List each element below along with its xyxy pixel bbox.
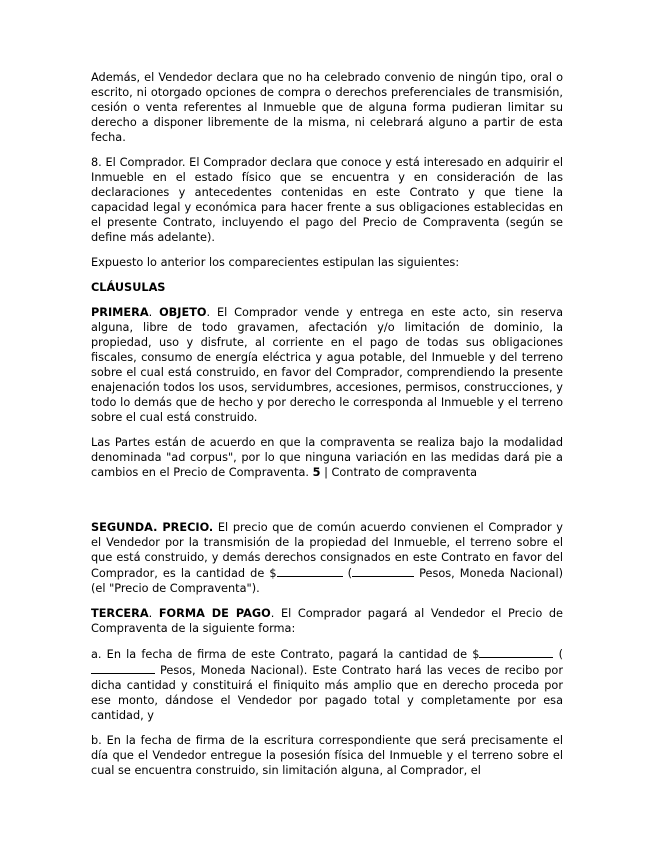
page-number: 5 <box>312 466 321 479</box>
payment-a-words-blank[interactable] <box>91 662 155 674</box>
clause-primera-title: OBJETO <box>159 306 207 319</box>
clause-primera: PRIMERA. OBJETO. El Comprador vende y entrega en este acto, sin reserva alguna, libre de todo gravamen, afectación y/o limitación de dominio, la propiedad, uso y disfrute, al corriente en el pago de todas sus obligaciones fiscales, consumo de energía eléctrica y agua potable, del Inmueble y del terreno sobre el cual está construido, en favor del Comprador, comprendiendo la presente enajenación todos los usos, servidumbres, accesiones, permisos, construcciones, y todo lo demás que de hecho y por derecho le corresponda al Inmueble y el terreno sobre el cual está construido. <box>91 306 563 424</box>
page-footer: | Contrato de compraventa <box>320 466 478 479</box>
clause-tercera-label: TERCERA <box>91 607 149 620</box>
paragraph-expuesto: Expuesto lo anterior los comparecientes estipulan las siguientes: <box>91 256 460 269</box>
payment-item-b: b. En la fecha de firma de la escritura correspondiente que será precisamente el día que el Vendedor entregue la posesión física del Inmueble y el terreno sobre el cual se encuentra construido, sin limitación alguna, al Comprador, el <box>91 734 563 777</box>
clausulas-heading: CLÁUSULAS <box>91 281 166 294</box>
payment-item-a: a. En la fecha de firma de este Contrato, pagará la cantidad de $ ( Pesos, Moneda Nacional). Este Contrato hará las veces de recibo por dicha cantidad y constituirá el finiquito más amplio que en derecho proceda por ese monto, dándose el Vendedor por pagado total y completamente por esa cantidad, y <box>91 648 563 722</box>
amount-words-blank[interactable] <box>352 565 414 577</box>
paragraph-ad-corpus: Las Partes están de acuerdo en que la compraventa se realiza bajo la modalidad denominada "ad corpus", por lo que ninguna variación en las medidas dará pie a cambios en el Precio de Compraventa. 5 | Contrato de compraventa <box>91 436 563 479</box>
payment-a-amount-blank[interactable] <box>479 646 553 658</box>
paragraph-comprador: 8. El Comprador. El Comprador declara que conoce y está interesado en adquirir el Inmueble en el estado físico que se encuentra y en consideración de las declaraciones y antecedentes contenidas en este Contrato y que tiene la capacidad legal y económica para hacer frente a sus obligaciones establecidas en el presente Contrato, incluyendo el pago del Precio de Compraventa (según se define más adelante). <box>91 156 563 244</box>
clause-tercera-title: FORMA DE PAGO <box>158 607 271 620</box>
document-page <box>91 70 563 788</box>
amount-blank[interactable] <box>277 565 343 577</box>
clause-segunda: SEGUNDA. PRECIO. El precio que de común acuerdo convienen el Comprador y el Vendedor por la transmisión de la propiedad del Inmueble, el terreno sobre el que está construido, y demás derechos consignados en este Contrato en favor del Comprador, es la cantidad de $ ( Pesos, Moneda Nacional) (el "Precio de Compraventa"). <box>91 521 563 595</box>
page-break <box>91 490 563 520</box>
clause-tercera: TERCERA. FORMA DE PAGO. El Comprador pagará al Vendedor el Precio de Compraventa de la siguiente forma: <box>91 607 564 635</box>
clause-segunda-label: SEGUNDA. PRECIO. <box>91 521 214 534</box>
paragraph-declaration: Además, el Vendedor declara que no ha celebrado convenio de ningún tipo, oral o escrito, ni otorgado opciones de compra o derechos preferenciales de transmisión, cesión o venta referentes al Inmueble que de alguna forma pudieran limitar su derecho a disponer libremente de la misma, ni celebrará alguno a partir de esta fecha. <box>91 71 563 144</box>
clause-primera-label: PRIMERA <box>91 306 149 319</box>
